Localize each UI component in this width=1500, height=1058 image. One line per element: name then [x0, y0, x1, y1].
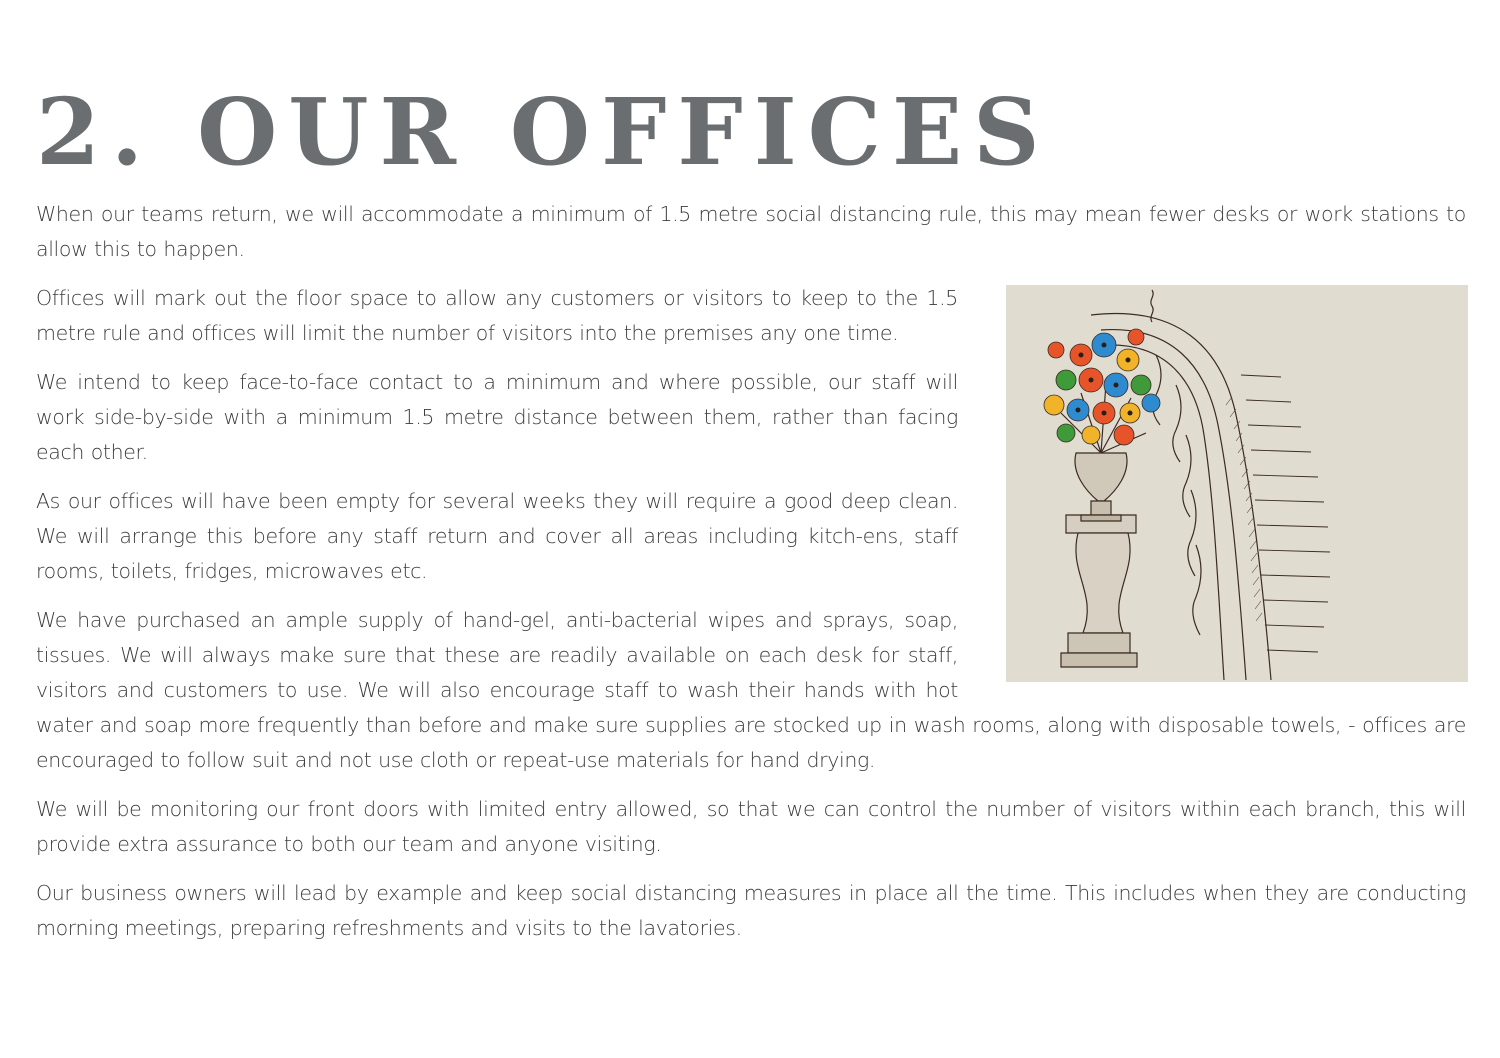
intro-block — [36, 197, 1466, 281]
paragraph-1: When our teams return, we will accommodate a minimum of 1.5 metre social distancing rule, this may mean fewer desks or work stations to allow this to happen. — [36, 202, 1466, 261]
staircase-flower-vase-illustration — [1006, 285, 1468, 682]
body-text — [36, 281, 1466, 960]
paragraph-7: Our business owners will lead by example and keep social distancing measures in place all the time. This includes when they are conducting morning meetings, preparing refreshments and visits to the lavatories. — [36, 881, 1466, 940]
paragraph-6: We will be monitoring our front doors with limited entry allowed, so that we can control the number of visitors within each branch, this will provide extra assurance to both our team and anyone visiting. — [36, 797, 1466, 856]
page-title: 2. OUR OFFICES — [36, 78, 1051, 186]
paragraph-3: We intend to keep face-to-face contact to a minimum and where possible, our staff will work side-by-side with a minimum 1.5 metre distance between them, rather than facing each other. — [36, 370, 958, 464]
paragraph-4: As our offices will have been empty for several weeks they will require a good deep clean. We will arrange this before any staff return and cover all areas including kitch-ens, staff rooms, toilets, fridges, microwaves etc. — [36, 489, 958, 583]
paragraph-2: Offices will mark out the floor space to allow any customers or visitors to keep to the 1.5 metre rule and offices will limit the number of visitors into the premises any one time. — [36, 286, 958, 345]
paragraph-5: We have purchased an ample supply of hand-gel, anti-bacterial wipes and sprays, soap, tissues. We will always make sure that these are readily available on each desk for staff, visitors and customers to use. We will also encourage staff to wash their hands with hot water and soap more frequently than before and make sure supplies are stocked up in wash rooms, along with disposable towels, - offices are encouraged to follow suit and not use cloth or repeat-use materials for hand drying. — [36, 608, 1466, 772]
flower-vase-staircase-sketch-icon — [1006, 285, 1468, 682]
